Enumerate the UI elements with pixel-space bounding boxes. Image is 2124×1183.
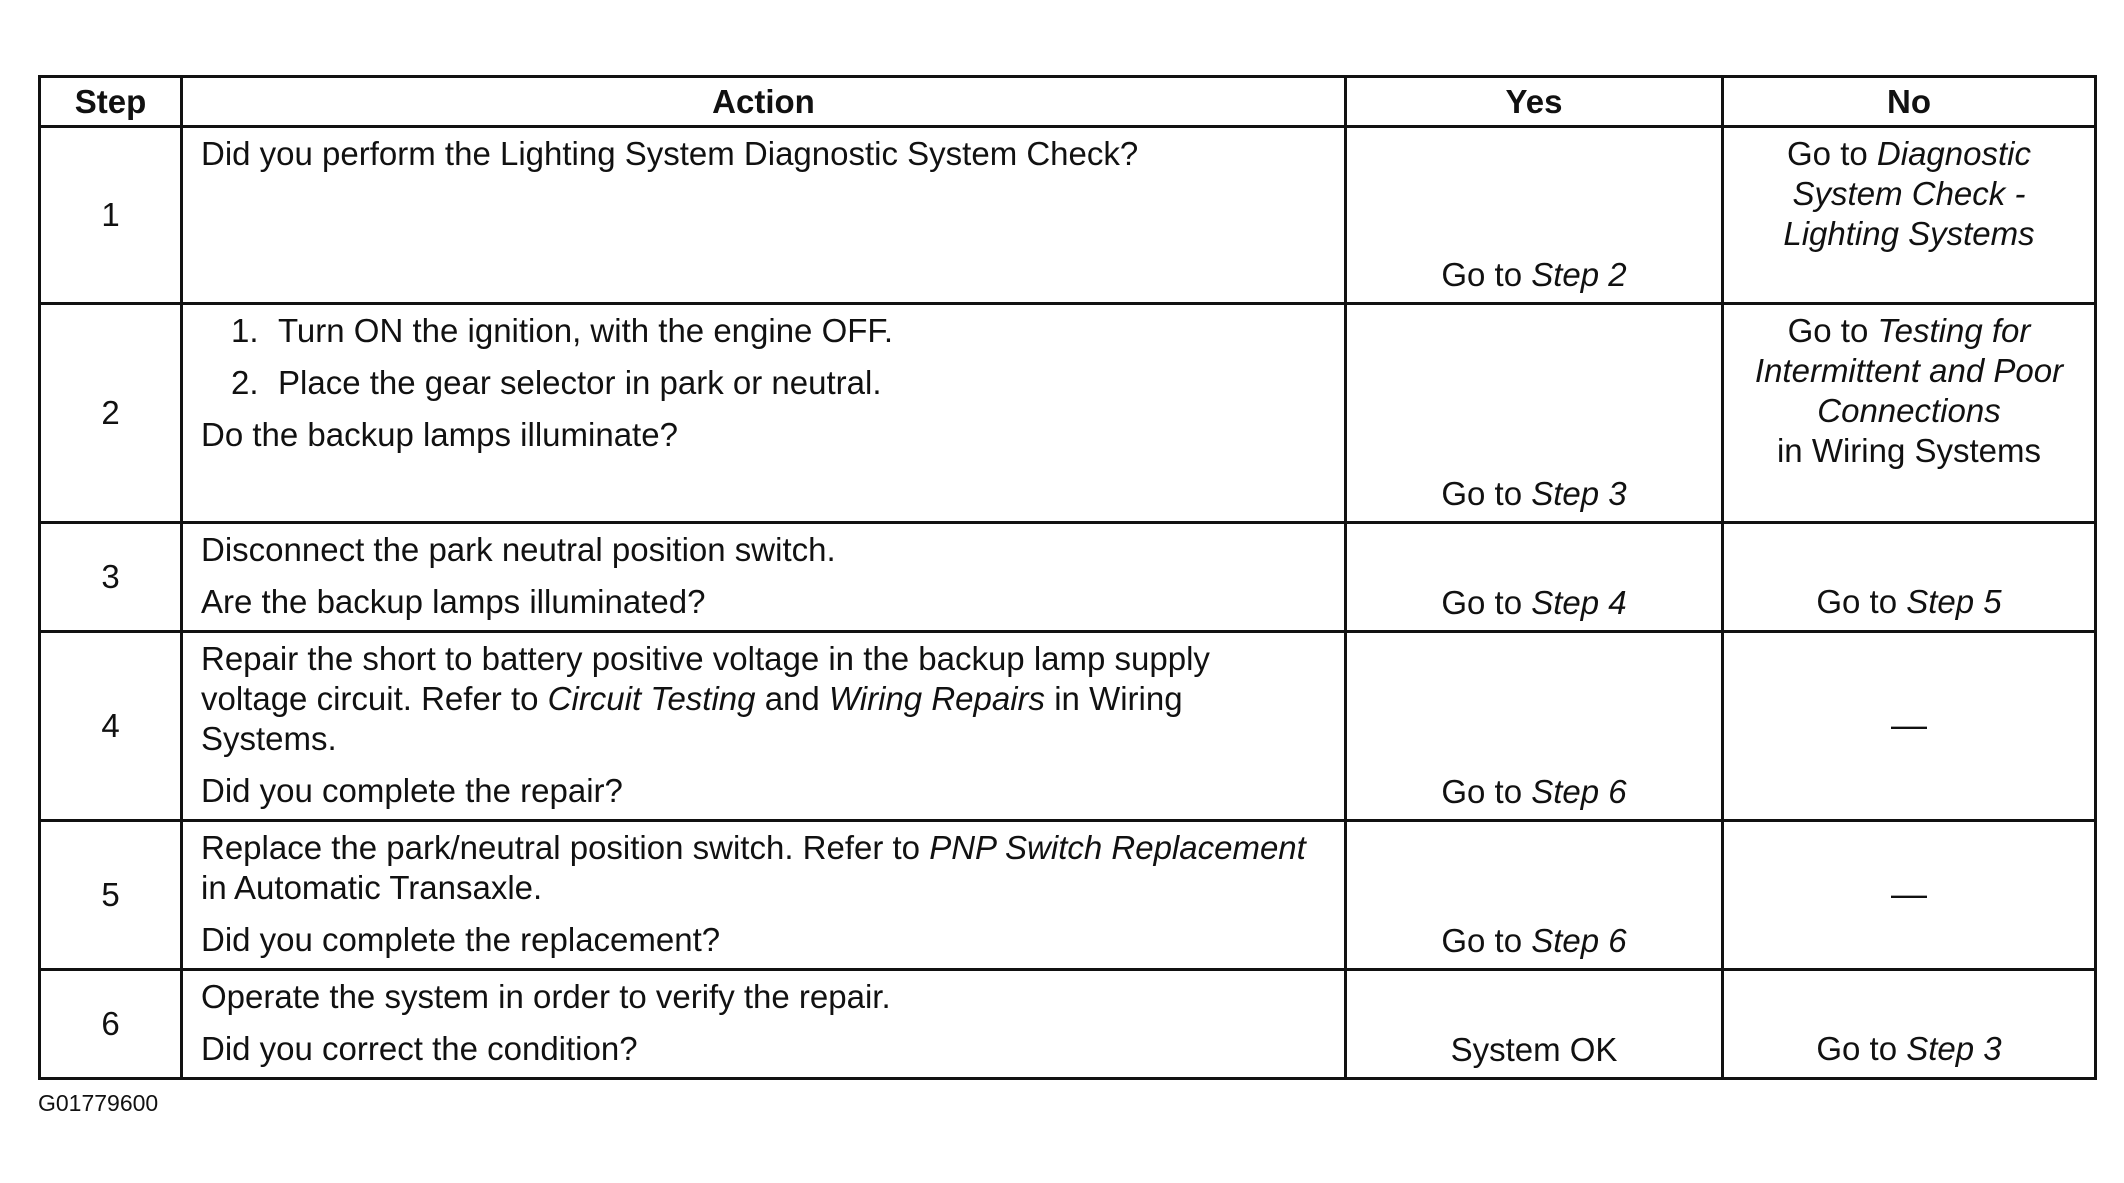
header-action: Action xyxy=(182,77,1346,127)
action-text: Repair the short to battery positive voltage in the backup lamp supply voltage circuit. Refer to Circuit Testing and Wiring Repairs in Wiring Systems. xyxy=(201,640,1210,757)
action-cell xyxy=(182,523,1346,632)
no-cell xyxy=(1723,821,2096,970)
yes-prefix: Go to xyxy=(1441,773,1532,810)
list-item: 1. Turn ON the ignition, with the engine OFF. xyxy=(231,312,894,349)
no-suffix: in Wiring Systems xyxy=(1776,432,2042,469)
no-cell xyxy=(1723,970,2096,1079)
step-number: 4 xyxy=(40,632,182,821)
no-step-link[interactable]: Step 5 xyxy=(1906,583,2002,620)
yes-cell xyxy=(1346,970,1723,1079)
yes-prefix: Go to xyxy=(1441,584,1532,621)
reference-link[interactable]: Wiring Repairs xyxy=(828,680,1046,717)
yes-step-link[interactable]: Step 6 xyxy=(1531,922,1627,959)
list-item: 2. Place the gear selector in park or neutral. xyxy=(231,364,882,401)
yes-cell xyxy=(1346,523,1723,632)
yes-step-link[interactable]: Step 2 xyxy=(1531,256,1627,293)
action-question: Are the backup lamps illuminated? xyxy=(201,583,706,620)
table-row-step-2 xyxy=(40,304,2096,523)
yes-cell xyxy=(1346,127,1723,304)
table-row-step-4 xyxy=(40,632,2096,821)
action-text: Replace the park/neutral position switch. Refer to PNP Switch Replacement in Automatic Transaxle. xyxy=(201,829,1306,906)
header-row xyxy=(40,77,2096,127)
header-no: No xyxy=(1723,77,2096,127)
no-reference-link[interactable]: Diagnostic System Check - Lighting Systems xyxy=(1783,135,2035,252)
yes-step-link[interactable]: Step 4 xyxy=(1531,584,1627,621)
reference-link[interactable]: PNP Switch Replacement xyxy=(929,829,1306,866)
step-number: 3 xyxy=(40,523,182,632)
action-list xyxy=(201,311,1324,403)
action-text: Disconnect the park neutral position switch. xyxy=(201,531,836,568)
yes-cell xyxy=(1346,304,1723,523)
step-number: 2 xyxy=(40,304,182,523)
no-dash: — xyxy=(1891,704,1927,745)
action-text: Operate the system in order to verify the repair. xyxy=(201,978,891,1015)
yes-cell xyxy=(1346,821,1723,970)
reference-link[interactable]: Circuit Testing xyxy=(547,680,756,717)
no-prefix: Go to xyxy=(1787,135,1877,172)
action-cell xyxy=(182,970,1346,1079)
no-cell xyxy=(1723,304,2096,523)
figure-id: G01779600 xyxy=(38,1090,159,1116)
yes-prefix: Go to xyxy=(1441,922,1532,959)
action-cell xyxy=(182,127,1346,304)
table-row-step-3 xyxy=(40,523,2096,632)
no-prefix: Go to xyxy=(1787,312,1878,349)
header-step: Step xyxy=(40,77,182,127)
no-reference-link[interactable]: Testing for Intermittent and Poor Connections xyxy=(1754,312,2064,429)
step-number: 6 xyxy=(40,970,182,1079)
action-question: Do the backup lamps illuminate? xyxy=(201,416,678,453)
yes-result: System OK xyxy=(1450,1031,1618,1068)
diagnostic-table xyxy=(38,75,2097,1080)
yes-step-link[interactable]: Step 6 xyxy=(1531,773,1627,810)
no-cell xyxy=(1723,523,2096,632)
header-yes: Yes xyxy=(1346,77,1723,127)
action-question: Did you complete the replacement? xyxy=(201,921,721,958)
action-question: Did you correct the condition? xyxy=(201,1030,638,1067)
yes-cell xyxy=(1346,632,1723,821)
action-text: Did you perform the Lighting System Diagnostic System Check? xyxy=(201,135,1139,172)
yes-prefix: Go to xyxy=(1441,475,1532,512)
no-cell xyxy=(1723,127,2096,304)
action-question: Did you complete the repair? xyxy=(201,772,623,809)
step-number: 5 xyxy=(40,821,182,970)
no-cell xyxy=(1723,632,2096,821)
step-number: 1 xyxy=(40,127,182,304)
no-prefix: Go to xyxy=(1816,583,1907,620)
no-step-link[interactable]: Step 3 xyxy=(1906,1030,2002,1067)
no-prefix: Go to xyxy=(1816,1030,1907,1067)
table-row-step-1 xyxy=(40,127,2096,304)
yes-step-link[interactable]: Step 3 xyxy=(1531,475,1627,512)
table-row-step-5 xyxy=(40,821,2096,970)
yes-prefix: Go to xyxy=(1441,256,1532,293)
action-cell xyxy=(182,304,1346,523)
action-cell xyxy=(182,632,1346,821)
no-dash: — xyxy=(1891,873,1927,914)
action-cell xyxy=(182,821,1346,970)
table-row-step-6 xyxy=(40,970,2096,1079)
